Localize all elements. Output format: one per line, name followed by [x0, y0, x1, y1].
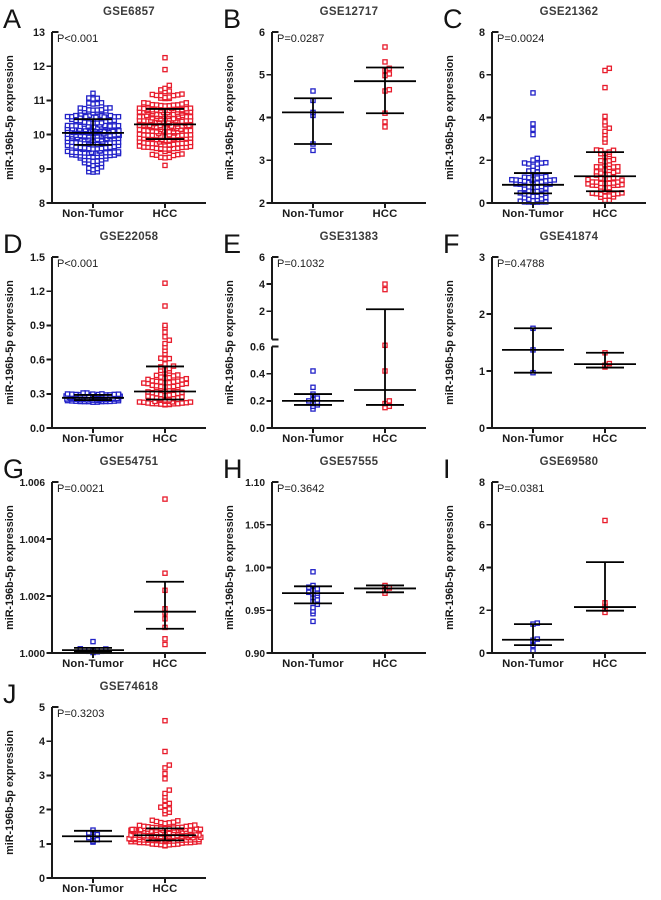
x-category-label: Non-Tumor [502, 433, 564, 445]
y-axis-label: miR-196b-5p expression [224, 55, 236, 180]
data-point [150, 103, 154, 107]
y-tick-label: 0 [478, 197, 485, 210]
error-bar [574, 152, 636, 191]
y-tick-label: 0.95 [245, 606, 265, 618]
data-point [163, 335, 167, 339]
data-point [116, 150, 120, 154]
data-point [383, 288, 387, 292]
y-tick-label: 0.6 [29, 354, 45, 367]
data-point [315, 587, 319, 591]
data-point [607, 126, 611, 130]
y-axis-label: miR-196b-5p expression [4, 55, 16, 180]
data-point [91, 640, 95, 644]
y-tick-label: 6 [478, 69, 485, 82]
x-category-label: HCC [152, 208, 178, 220]
x-category-label: Non-Tumor [502, 658, 564, 670]
y-tick-label: 0.9 [29, 320, 45, 333]
y-axis-label: miR-196b-5p expression [444, 280, 456, 405]
y-tick-label: 0.3 [29, 388, 45, 401]
data-point [163, 791, 167, 795]
data-point [599, 181, 603, 185]
panel-J [0, 675, 220, 900]
data-point [315, 598, 319, 602]
data-point [531, 122, 535, 126]
x-category-label: Non-Tumor [62, 433, 124, 445]
data-point [163, 772, 167, 776]
y-tick-label: 2 [478, 155, 485, 168]
panel-E [220, 225, 440, 450]
data-point [311, 606, 315, 610]
y-tick-label: 8 [38, 197, 45, 210]
panel-letter: A [3, 4, 22, 34]
data-point [383, 60, 387, 64]
data-point [163, 803, 167, 807]
data-point [163, 163, 167, 167]
data-point [180, 401, 184, 405]
data-point [188, 115, 192, 119]
y-tick-label: 2 [478, 605, 485, 618]
data-point [171, 374, 175, 378]
x-category-label: HCC [372, 433, 398, 445]
panel-D [0, 225, 220, 450]
y-tick-label: 0.0 [249, 422, 265, 435]
data-point [539, 161, 543, 165]
data-point [116, 392, 120, 396]
data-point [108, 151, 112, 155]
data-point [163, 777, 167, 781]
error-bar [354, 309, 416, 405]
data-point [146, 377, 150, 381]
data-point [142, 400, 146, 404]
y-tick-label: 1.2 [29, 286, 45, 298]
data-point [91, 91, 95, 95]
data-point [163, 719, 167, 723]
data-point [70, 150, 74, 154]
data-point [531, 91, 535, 95]
data-point [603, 518, 607, 522]
data-point [163, 637, 167, 641]
x-category-label: HCC [152, 658, 178, 670]
data-point [188, 106, 192, 110]
y-tick-label: 4 [478, 112, 485, 125]
data-point [620, 178, 624, 182]
y-tick-label: 1 [38, 838, 45, 851]
data-point [531, 158, 535, 162]
y-tick-label: 0.90 [245, 648, 265, 660]
data-point [159, 104, 163, 108]
data-point [150, 818, 154, 822]
data-point [150, 92, 154, 96]
y-tick-label: 2 [38, 804, 45, 817]
data-point [311, 570, 315, 574]
y-tick-label: 1.05 [245, 520, 265, 532]
p-value-label: P=0.0381 [497, 483, 545, 495]
y-axis-label: miR-196b-5p expression [4, 730, 16, 855]
panel-I [440, 450, 661, 675]
p-value-label: P=0.0024 [497, 33, 545, 45]
p-value-label: P<0.001 [57, 258, 99, 270]
x-category-label: Non-Tumor [282, 658, 344, 670]
data-point [311, 369, 315, 373]
panel-title: GSE57555 [319, 456, 379, 468]
data-point [70, 124, 74, 128]
y-tick-label: 11 [33, 95, 45, 108]
data-point [180, 152, 184, 156]
y-tick-label: 4 [258, 112, 265, 125]
data-point [188, 129, 192, 133]
data-point [137, 106, 141, 110]
data-point [180, 92, 184, 96]
panel-B [220, 0, 440, 225]
data-point [387, 399, 391, 403]
panel-C [440, 0, 661, 225]
data-point [311, 619, 315, 623]
panel-A [0, 0, 220, 225]
error-bar [62, 831, 124, 842]
y-tick-label: 5 [38, 701, 45, 714]
data-point [616, 169, 620, 173]
data-point [154, 373, 158, 377]
data-point [586, 182, 590, 186]
error-bar [282, 98, 344, 144]
data-point [603, 120, 607, 124]
data-point [603, 137, 607, 141]
data-point [387, 88, 391, 92]
y-tick-label: 2 [478, 308, 485, 321]
error-bar [574, 353, 636, 368]
y-tick-label: 10 [32, 129, 45, 142]
data-point [65, 149, 69, 153]
p-value-label: P=0.4788 [497, 258, 545, 270]
x-category-label: Non-Tumor [62, 208, 124, 220]
panel-title: GSE12717 [319, 6, 379, 18]
panel-letter: C [443, 4, 463, 34]
y-tick-label: 1.002 [19, 591, 45, 603]
y-tick-label: 0.6 [249, 341, 265, 354]
error-bar [354, 585, 416, 592]
data-point [531, 127, 535, 131]
data-point [167, 788, 171, 792]
data-point [142, 133, 146, 137]
data-point [522, 161, 526, 165]
data-point [65, 392, 69, 396]
data-point [586, 177, 590, 181]
data-point [163, 281, 167, 285]
data-point [603, 114, 607, 118]
data-point [108, 114, 112, 118]
y-tick-label: 0.2 [249, 395, 265, 408]
data-point [70, 392, 74, 396]
data-point [163, 497, 167, 501]
y-axis-label: miR-196b-5p expression [444, 55, 456, 180]
data-point [611, 170, 615, 174]
data-point [387, 72, 391, 76]
panel-title: GSE41874 [539, 231, 599, 243]
y-tick-label: 2 [258, 306, 265, 319]
y-tick-label: 1 [478, 365, 485, 378]
data-point [603, 68, 607, 72]
data-point [99, 108, 103, 112]
error-bar [282, 394, 344, 405]
data-point [383, 45, 387, 49]
error-bar [502, 328, 564, 372]
data-point [159, 821, 163, 825]
y-tick-label: 0 [38, 872, 45, 885]
x-category-label: Non-Tumor [282, 433, 344, 445]
data-point [108, 124, 112, 128]
data-point [527, 176, 531, 180]
data-point [142, 824, 146, 828]
data-point [383, 282, 387, 286]
data-point [603, 86, 607, 90]
data-point [531, 133, 535, 137]
data-point [167, 89, 171, 93]
error-bar [62, 648, 124, 652]
error-bar [134, 582, 196, 629]
data-point [167, 338, 171, 342]
data-point [163, 342, 167, 346]
data-point [163, 571, 167, 575]
panel-letter: B [223, 4, 242, 34]
data-point [607, 66, 611, 70]
error-bar [354, 67, 416, 113]
y-axis-label: miR-196b-5p expression [224, 505, 236, 630]
panel-letter: D [3, 229, 23, 259]
y-tick-label: 1.000 [19, 648, 45, 660]
data-point [116, 124, 120, 128]
panel-letter: G [3, 454, 25, 484]
p-value-label: P=0.3642 [277, 483, 325, 495]
y-tick-label: 4 [38, 736, 45, 748]
y-tick-label: 3 [38, 770, 45, 783]
y-tick-label: 13 [32, 26, 45, 39]
data-point [510, 178, 514, 182]
y-tick-label: 0 [478, 647, 485, 660]
data-point [65, 115, 69, 119]
y-tick-label: 0.4 [249, 368, 265, 381]
y-tick-label: 2 [258, 197, 265, 210]
y-tick-label: 4 [478, 562, 485, 575]
panel-title: GSE54751 [99, 456, 159, 468]
x-category-label: HCC [592, 433, 618, 445]
panel-title: GSE21362 [539, 6, 599, 18]
p-value-label: P=0.3203 [57, 708, 105, 720]
y-tick-label: 6 [478, 519, 485, 532]
panel-title: GSE6857 [103, 6, 155, 18]
y-tick-label: 8 [478, 476, 485, 489]
p-value-label: P=0.0287 [277, 33, 325, 45]
data-point [159, 155, 163, 159]
panel-letter: I [443, 454, 451, 484]
y-tick-label: 8 [478, 26, 485, 39]
data-point [311, 385, 315, 389]
y-tick-label: 1.5 [29, 251, 45, 264]
data-point [159, 356, 163, 360]
data-point [163, 749, 167, 753]
data-point [167, 83, 171, 87]
p-value-label: P<0.001 [57, 33, 99, 45]
data-point [171, 94, 175, 98]
data-point [84, 115, 88, 119]
x-category-label: HCC [592, 208, 618, 220]
x-category-label: HCC [372, 208, 398, 220]
y-tick-label: 0.0 [29, 422, 45, 435]
data-point [184, 377, 188, 381]
x-category-label: Non-Tumor [282, 208, 344, 220]
data-point [180, 378, 184, 382]
error-bar [574, 562, 636, 611]
data-point [150, 379, 154, 383]
panel-letter: E [223, 229, 242, 259]
data-point [184, 101, 188, 105]
data-point [163, 362, 167, 366]
data-point [552, 178, 556, 182]
data-point [544, 161, 548, 165]
data-point [176, 373, 180, 377]
y-tick-label: 0 [478, 422, 485, 435]
panel-letter: F [443, 229, 460, 259]
y-tick-label: 5 [258, 69, 265, 82]
panel-F [440, 225, 661, 450]
data-point [171, 103, 175, 107]
data-point [116, 115, 120, 119]
data-point [130, 827, 134, 831]
panel-letter: J [3, 679, 17, 709]
data-point [87, 96, 91, 100]
x-category-label: HCC [372, 658, 398, 670]
data-point [150, 152, 154, 156]
y-tick-label: 1.00 [245, 563, 265, 575]
error-bar [282, 586, 344, 603]
data-point [171, 820, 175, 824]
x-category-label: HCC [152, 883, 178, 895]
y-axis-label: miR-196b-5p expression [224, 280, 236, 405]
data-point [383, 125, 387, 129]
data-point [315, 396, 319, 400]
data-point [163, 68, 167, 72]
data-point [142, 129, 146, 133]
data-point [383, 120, 387, 124]
data-point [193, 823, 197, 827]
data-point [95, 96, 99, 100]
data-point [167, 357, 171, 361]
data-point [137, 144, 141, 148]
x-category-label: HCC [152, 433, 178, 445]
data-point [535, 156, 539, 160]
data-point [163, 86, 167, 90]
y-axis-label: miR-196b-5p expression [4, 280, 16, 405]
data-point [163, 56, 167, 60]
data-point [184, 381, 188, 385]
panel-title: GSE31383 [319, 231, 379, 243]
data-point [163, 304, 167, 308]
data-point [594, 165, 598, 169]
data-point [137, 132, 141, 136]
data-point [78, 106, 82, 110]
data-point [522, 175, 526, 179]
data-point [311, 89, 315, 93]
panel-title: GSE74618 [99, 681, 159, 693]
x-category-label: Non-Tumor [62, 883, 124, 895]
data-point [137, 115, 141, 119]
y-tick-label: 12 [32, 61, 45, 73]
data-point [163, 330, 167, 334]
data-point [167, 801, 171, 805]
data-point [611, 181, 615, 185]
data-point [142, 107, 146, 111]
y-tick-label: 6 [258, 251, 265, 264]
y-tick-label: 3 [258, 155, 265, 168]
y-axis-label: miR-196b-5p expression [4, 505, 16, 630]
panel-title: GSE22058 [99, 231, 159, 243]
data-point [146, 394, 150, 398]
panel-G [0, 450, 220, 675]
x-category-label: Non-Tumor [62, 658, 124, 670]
data-point [188, 824, 192, 828]
data-point [137, 400, 141, 404]
data-point [176, 819, 180, 823]
data-point [65, 123, 69, 127]
p-value-label: P=0.1032 [277, 258, 325, 270]
y-axis-label: miR-196b-5p expression [444, 505, 456, 630]
data-point [74, 114, 78, 118]
data-point [198, 827, 202, 831]
data-point [137, 128, 141, 132]
data-point [590, 180, 594, 184]
y-tick-label: 1.006 [19, 477, 45, 489]
data-point [163, 323, 167, 327]
data-point [137, 823, 141, 827]
panel-H [220, 450, 440, 675]
y-tick-label: 1.10 [245, 477, 265, 489]
data-point [539, 175, 543, 179]
error-bar [502, 173, 564, 193]
data-point [311, 148, 315, 152]
panel-letter: H [223, 454, 243, 484]
data-point [616, 165, 620, 169]
error-bar [502, 624, 564, 645]
y-tick-label: 1.004 [19, 534, 45, 546]
data-point [544, 175, 548, 179]
data-point [163, 766, 167, 770]
data-point [167, 807, 171, 811]
data-point [163, 642, 167, 646]
data-point [611, 157, 615, 161]
data-point [108, 106, 112, 110]
x-category-label: Non-Tumor [502, 208, 564, 220]
y-tick-label: 3 [478, 251, 485, 264]
x-category-label: HCC [592, 658, 618, 670]
data-point [167, 763, 171, 767]
y-tick-label: 6 [258, 26, 265, 39]
data-point [188, 400, 192, 404]
data-point [594, 170, 598, 174]
y-tick-label: 9 [38, 163, 45, 176]
panel-title: GSE69580 [539, 456, 599, 468]
data-point [99, 101, 103, 105]
data-point [142, 101, 146, 105]
y-tick-label: 4 [258, 278, 265, 291]
data-point [603, 129, 607, 133]
p-value-label: P=0.0021 [57, 483, 105, 495]
data-point [87, 108, 91, 112]
data-point [171, 153, 175, 157]
data-point [180, 102, 184, 106]
